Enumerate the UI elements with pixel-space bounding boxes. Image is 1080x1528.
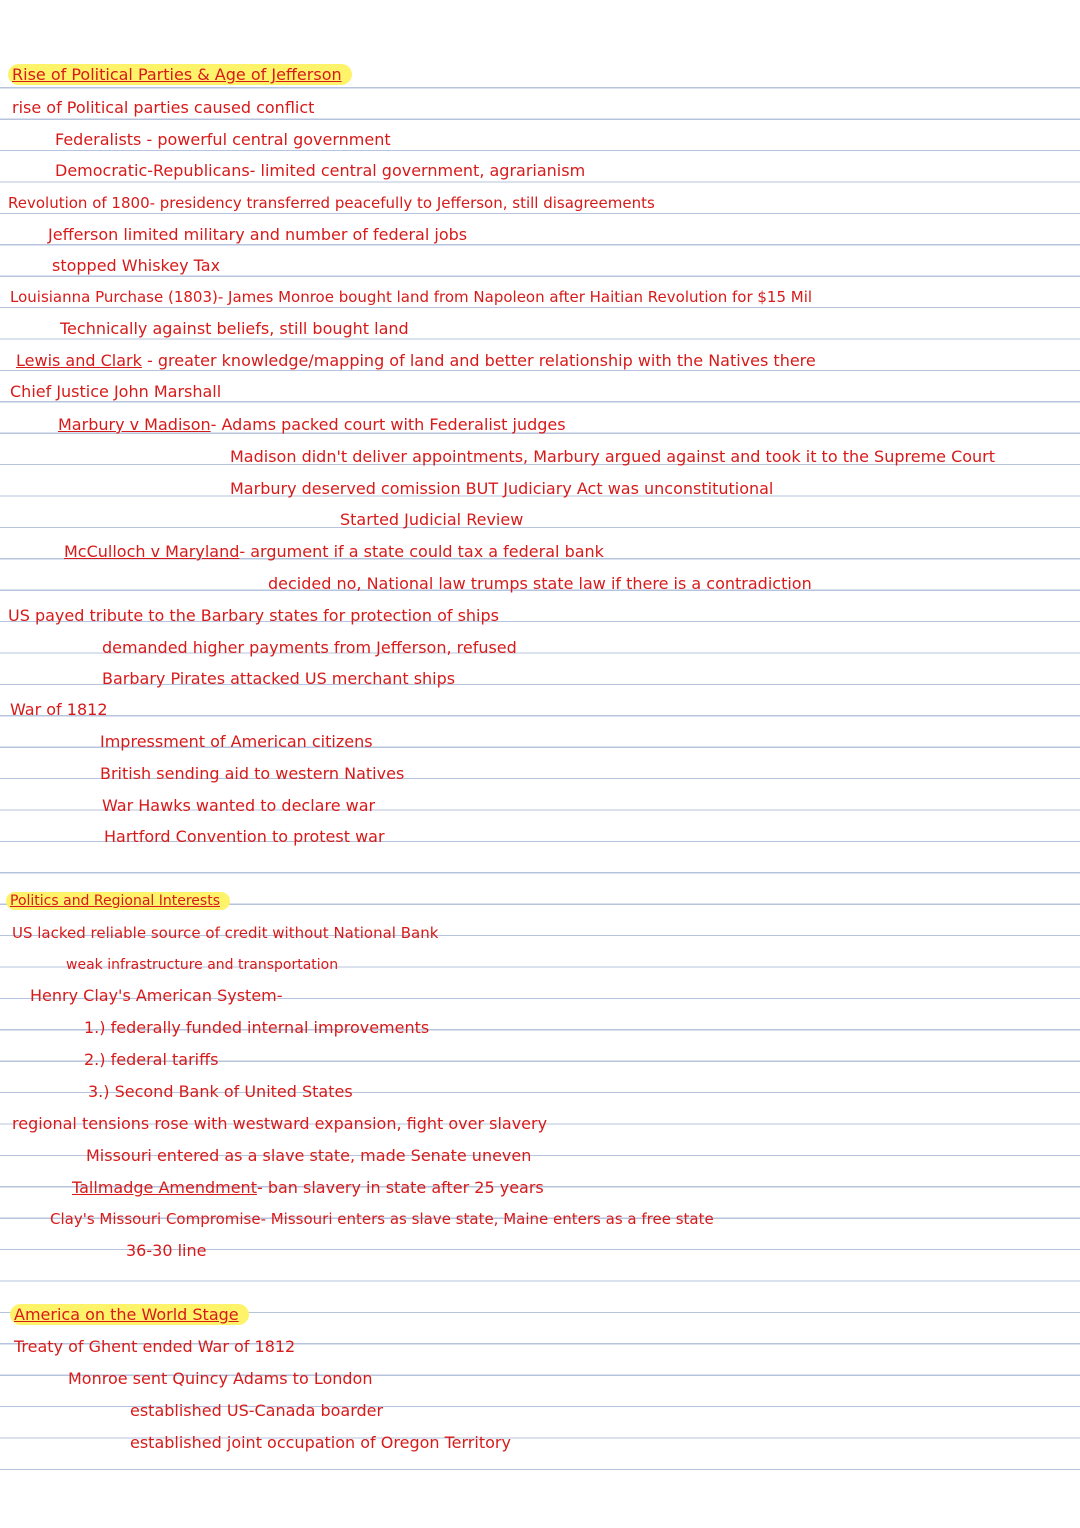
term-tallmadge: Tallmadge Amendment: [72, 1178, 257, 1197]
note-text: ban slavery in state after 25 years: [267, 1178, 544, 1197]
dash: -: [239, 542, 251, 561]
term-marbury: Marbury v Madison: [58, 415, 211, 434]
note-text: greater knowledge/mapping of land and better relationship with the Natives there: [157, 351, 816, 370]
note-line: Barbary Pirates attacked US merchant ships: [102, 669, 456, 688]
note-line: Clay's Missouri Compromise- Missouri enters as slave state, Maine enters as a free state: [50, 1210, 714, 1228]
note-line: 3.) Second Bank of United States: [88, 1082, 353, 1101]
note-line: [64, 541, 604, 563]
note-line: established US-Canada boarder: [130, 1401, 384, 1420]
dash: -: [141, 351, 158, 370]
note-line: [72, 1177, 544, 1199]
note-line: [16, 350, 816, 372]
note-line: Federalists - powerful central government: [55, 130, 391, 149]
note-line: demanded higher payments from Jefferson, refused: [102, 638, 517, 657]
note-line: Democratic-Republicans- limited central government, agrarianism: [55, 161, 586, 180]
note-line: decided no, National law trumps state law if there is a contradiction: [268, 574, 812, 593]
note-line: Treaty of Ghent ended War of 1812: [14, 1337, 296, 1356]
section-heading: Rise of Political Parties & Age of Jefferson: [8, 64, 352, 86]
note-line: 36-30 line: [126, 1241, 207, 1260]
note-line: Hartford Convention to protest war: [104, 827, 385, 846]
note-line: Missouri entered as a slave state, made Senate uneven: [86, 1146, 532, 1165]
note-line: Chief Justice John Marshall: [10, 382, 222, 401]
note-line: rise of Political parties caused conflict: [12, 98, 315, 117]
note-line: weak infrastructure and transportation: [66, 957, 339, 973]
note-line: Monroe sent Quincy Adams to London: [68, 1369, 373, 1388]
note-line: British sending aid to western Natives: [100, 764, 405, 783]
note-line: 2.) federal tariffs: [84, 1050, 219, 1069]
note-line: Henry Clay's American System-: [30, 986, 283, 1005]
note-line: 1.) federally funded internal improvements: [84, 1018, 430, 1037]
note-line: regional tensions rose with westward expansion, fight over slavery: [12, 1114, 548, 1133]
note-line: established joint occupation of Oregon Territory: [130, 1433, 511, 1452]
note-line: Started Judicial Review: [340, 510, 524, 529]
note-line: US payed tribute to the Barbary states for protection of ships: [8, 606, 499, 625]
note-line: stopped Whiskey Tax: [52, 256, 221, 275]
term-mcculloch: McCulloch v Maryland: [64, 542, 240, 561]
note-text: argument if a state could tax a federal bank: [250, 542, 604, 561]
note-text: Adams packed court with Federalist judges: [221, 415, 566, 434]
dash: -: [256, 1178, 268, 1197]
section-heading: Politics and Regional Interests: [6, 890, 230, 912]
note-line: War of 1812: [10, 700, 108, 719]
note-line: US lacked reliable source of credit without National Bank: [12, 924, 439, 942]
note-line: Impressment of American citizens: [100, 732, 373, 751]
note-line: Madison didn't deliver appointments, Marbury argued against and took it to the Supreme Court: [230, 447, 996, 466]
note-line: Revolution of 1800- presidency transferred peacefully to Jefferson, still disagreements: [8, 194, 655, 212]
note-line: War Hawks wanted to declare war: [102, 796, 376, 815]
term-lewis-clark: Lewis and Clark: [16, 351, 142, 370]
note-line: Jefferson limited military and number of federal jobs: [48, 225, 468, 244]
note-line: Technically against beliefs, still bought land: [60, 319, 409, 338]
dash: -: [210, 415, 222, 434]
note-line: [58, 414, 566, 436]
note-line: Marbury deserved comission BUT Judiciary Act was unconstitutional: [230, 479, 774, 498]
note-line: Louisianna Purchase (1803)- James Monroe bought land from Napoleon after Haitian Revolution for $15 Mil: [10, 288, 813, 306]
section-heading: America on the World Stage: [10, 1304, 249, 1326]
